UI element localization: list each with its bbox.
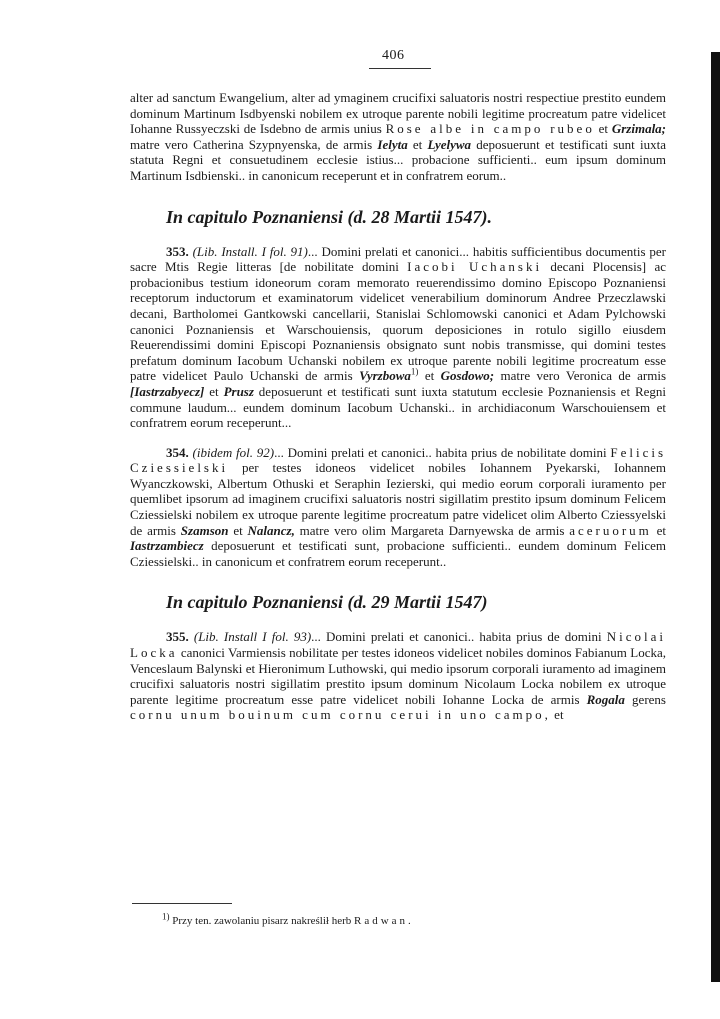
- text-run: gerens: [624, 691, 666, 707]
- section-heading: In capitulo Poznaniensi (d. 28 Martii 1547).: [166, 206, 493, 227]
- text-run: et: [204, 383, 224, 399]
- entry-355: [130, 629, 666, 723]
- text-run: deposuerunt et testificati sunt iuxta statuta Regni et consuetudinem ecclesie istius... probacione sufficienti.. eum ipsum dominum Martinum Isdbienski.. in canonicum receperunt et in confratrem eorum..: [130, 136, 666, 183]
- entry-354: [130, 445, 666, 570]
- text-run: et: [418, 368, 441, 384]
- coat-of-arms-name: Nalancz,: [247, 522, 295, 538]
- coat-of-arms-name: Iastrzambiecz: [130, 538, 204, 554]
- entry-reference: (Lib. Install. I fol. 91): [192, 243, 308, 259]
- text-run: et: [550, 707, 564, 723]
- spacer: [130, 431, 666, 445]
- coat-of-arms-name: Gosdowo;: [440, 368, 495, 384]
- text-run: matre vero olim Margareta Darnyewska de armis: [294, 522, 570, 538]
- entry-number: 354.: [166, 444, 189, 460]
- page-header: [0, 38, 720, 68]
- section-heading: In capitulo Poznaniensi (d. 29 Martii 1547): [166, 592, 488, 613]
- entry-number: 355.: [166, 629, 189, 645]
- coat-of-arms-name: Ielyta: [377, 136, 408, 152]
- text-run: ... Domini prelati et canonici.. habita prius de nobilitate domini: [274, 444, 611, 460]
- coat-of-arms-name: [Iastrzabyecz]: [130, 383, 205, 399]
- text-run: matre vero Catherina Szypnyenska, de armis: [130, 136, 378, 152]
- coat-of-arms-name: Grzimala;: [611, 121, 667, 137]
- scan-edge-shadow: [711, 52, 720, 982]
- spaced-text: aceruorum: [569, 522, 652, 538]
- text-run: matre vero Veronica de armis: [494, 368, 667, 384]
- footnote-rule: [132, 903, 232, 904]
- footnote-area: [130, 903, 666, 928]
- text-run: deposuerunt et testificati sunt, probacione sufficienti.. eundem dominum Felicem Cziessielski.. in canonicum et confratrem eorum receperunt..: [130, 538, 666, 569]
- entry-353: [130, 244, 666, 431]
- text-run: ... Domini prelati et canonici.. habita prius de domini: [311, 629, 607, 645]
- text-run: ... Domini prelati et canonici... habitis sufficientibus documentis per sacre Mtis Regie litteras [de nobilitate domini: [130, 243, 667, 275]
- coat-of-arms-name: Szamson: [180, 522, 229, 538]
- page-number: 406: [382, 48, 405, 63]
- footnote-marker: 1): [162, 911, 170, 922]
- page-body: [130, 90, 666, 723]
- spaced-text: Iacobi Uchanski: [407, 259, 543, 275]
- text-run: canonici Varmiensis nobilitate per testes idoneos videlicet nobiles dominos Fabianum Locka, Venceslaum Balynski et Hieronimum Luthowski, qui medio ipsorum corporali iuramento ad imaginem crucifixi saluatoris nostri sigillatim prestito ipsum dominum Nicolaum Locka nobilem ex utroque parente legitime procreatum esse patre videlicet nobili Iohanne Locka de armis: [130, 645, 666, 707]
- text-run: et: [594, 121, 612, 137]
- text-run: alter ad sanctum Ewangelium, alter ad ymaginem crucifixi saluatoris nostri respectiue prestito eundem dominum Martinum Isdbyenski nobilem ex utroque parente nobili legitime procreatum patre videlicet Iohanne Russyeczski de Isdebno de armis unius: [130, 90, 666, 137]
- spaced-text: Rose albe in campo rubeo: [385, 121, 595, 137]
- entry-number: 353.: [166, 243, 189, 259]
- text-run: decani Plocensis] ac probacionibus testium idoneorum coram memorato reuerendissimo domino Episcopo Poznaniensi receptorum inductorum et examinatorum videlicet venerabilium dominorum Andree Przeczlawski decani, Bartholomei Gantkowski cancellarii, Stanislai Schlomowski canonici et Adam Pylchowski canonici Poznaniensis et Warschouiensis, quorum deposiciones in rotulo sigillo eiusdem Reuerendissimi domini Episcopi Poznaniensis obsignato sunt nobis transmisse, qui domini testes prefatum dominum Iacobum Uchanski nobilem ex utroque parente nobili legitime procreatum esse patre videlicet Paulo Uchanski de armis: [130, 259, 666, 384]
- continued-paragraph: [130, 90, 666, 184]
- coat-of-arms-name: Prusz: [223, 383, 254, 399]
- text-run: et: [228, 522, 248, 538]
- spaced-text: Nicolai Locka: [130, 629, 666, 661]
- header-rule: [369, 68, 431, 69]
- spaced-text: Felicis Cziessielski: [130, 444, 667, 476]
- coat-of-arms-name: Vyrzbowa: [359, 368, 411, 384]
- entry-reference: (Lib. Install I fol. 93): [193, 629, 312, 645]
- text-run: per testes idoneos videlicet nobiles Iohannem Pyekarski, Iohannem Wyanczkowski, Albertum Othuski et Seraphin Iezierski, qui medio eorum corporali iuramento per quemlibet ipsorum ad imaginem crucifixi saluatoris nostri sigillatim prestito ipsum dominum Felicem Cziessielski nobilem ex utroque parente legitime procreatum patre videlicet olim Alberto Cziessyelski de armis: [130, 460, 666, 538]
- entry-reference: (ibidem fol. 92): [192, 444, 275, 460]
- text-run: et: [407, 136, 428, 152]
- text-run: et: [651, 522, 667, 538]
- footnote-marker: 1): [410, 366, 419, 377]
- footnote: [162, 911, 666, 928]
- coat-of-arms-name: Rogala: [586, 691, 625, 707]
- coat-of-arms-name: Lyelywa: [427, 136, 472, 152]
- spaced-text: Radwan.: [354, 915, 414, 927]
- footnote-text: Przy ten. zawolaniu pisarz nakreślił herb: [169, 915, 354, 927]
- spaced-text: cornu unum bouinum cum cornu cerui in uno campo,: [130, 707, 551, 723]
- text-run: deposuerunt et testificati sunt iuxta statutum ecclesie Poznaniensis et Regni commune laudum... eundem dominum Iacobum Uchanski.. in archidiaconum Warschouiensem et confratrem eorum receperunt...: [130, 383, 666, 431]
